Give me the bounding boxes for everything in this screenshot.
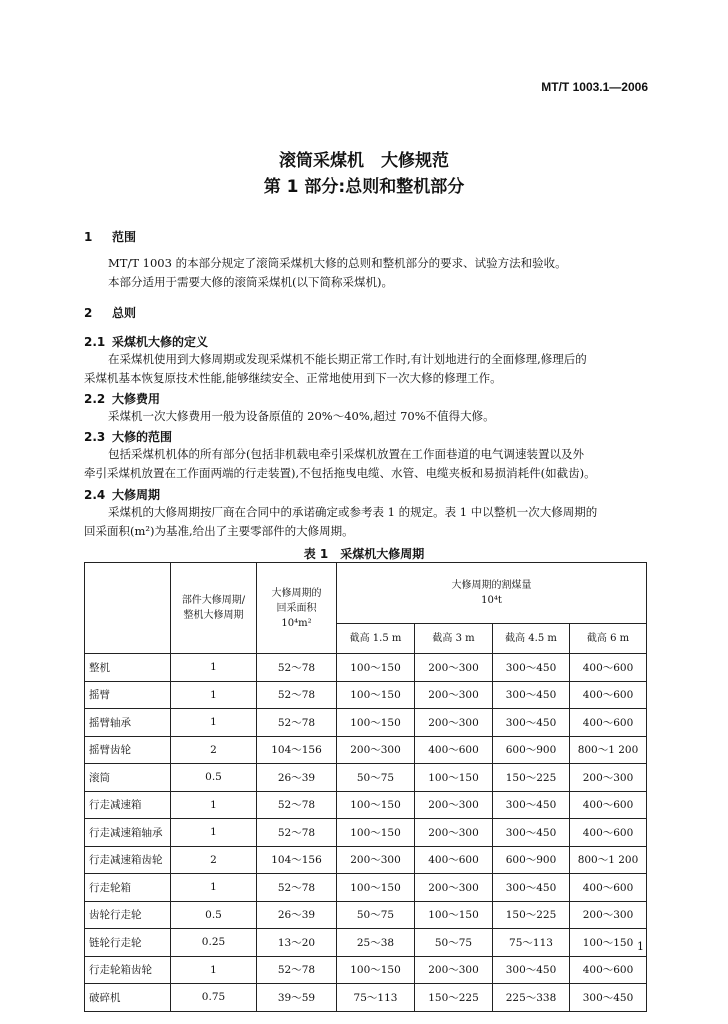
value-cell: 400～600 [570, 874, 647, 902]
value-cell: 1 [171, 874, 257, 902]
value-cell: 39～59 [257, 984, 337, 1012]
table-body [85, 654, 647, 1012]
value-cell: 50～75 [337, 764, 415, 792]
section-2-2-heading [84, 390, 160, 407]
section-title: 大修的范围 [112, 430, 173, 444]
value-cell: 52～78 [257, 791, 337, 819]
part-name-cell: 摇臂 [85, 681, 171, 709]
table-row [85, 819, 647, 847]
value-cell: 52～78 [257, 654, 337, 682]
value-cell: 800～1 200 [570, 846, 647, 874]
header-blank-cell [85, 563, 171, 654]
table-row [85, 709, 647, 737]
paragraph: MT/T 1003 的本部分规定了滚筒采煤机大修的总则和整机部分的要求、试验方法和验收。 [108, 256, 567, 270]
header-part-cycle-ratio [171, 563, 257, 654]
value-cell: 200～300 [337, 736, 415, 764]
table-row [85, 901, 647, 929]
table-row [85, 654, 647, 682]
paragraph: 采煤机一次大修费用一般为设备原值的 20%～40%,超过 70%不值得大修。 [108, 409, 495, 423]
value-cell: 300～450 [493, 681, 570, 709]
value-cell: 1 [171, 956, 257, 984]
value-cell: 13～20 [257, 929, 337, 957]
value-cell: 0.25 [171, 929, 257, 957]
value-cell: 200～300 [415, 654, 493, 682]
value-cell: 100～150 [337, 956, 415, 984]
value-cell: 100～150 [337, 681, 415, 709]
value-cell: 400～600 [570, 681, 647, 709]
header-text: 大修周期的割煤量 [451, 580, 532, 591]
value-cell: 800～1 200 [570, 736, 647, 764]
value-cell: 52～78 [257, 709, 337, 737]
value-cell: 200～300 [415, 874, 493, 902]
value-cell: 400～600 [570, 956, 647, 984]
paragraph: 在采煤机使用到大修周期或发现采煤机不能长期正常工作时,有计划地进行的全面修理,修理后的 [108, 352, 587, 366]
header-height-6m: 截高 6 m [570, 624, 647, 654]
value-cell: 100～150 [337, 791, 415, 819]
value-cell: 0.5 [171, 764, 257, 792]
value-cell: 1 [171, 791, 257, 819]
page-number: 1 [637, 940, 644, 953]
header-coal-quantity [337, 563, 647, 624]
value-cell: 300～450 [493, 819, 570, 847]
section-number: 2 [84, 306, 93, 320]
section-2-heading [84, 304, 136, 321]
value-cell: 0.75 [171, 984, 257, 1012]
value-cell: 400～600 [570, 791, 647, 819]
value-cell: 25～38 [337, 929, 415, 957]
value-cell: 225～338 [493, 984, 570, 1012]
value-cell: 100～150 [337, 654, 415, 682]
value-cell: 26～39 [257, 764, 337, 792]
value-cell: 400～600 [570, 819, 647, 847]
value-cell: 300～450 [493, 874, 570, 902]
table-caption: 表 1 采煤机大修周期 [303, 547, 425, 561]
section-title: 大修周期 [112, 488, 161, 502]
part-name-cell: 滚筒 [85, 764, 171, 792]
value-cell: 52～78 [257, 681, 337, 709]
standard-number: MT/T 1003.1—2006 [541, 80, 648, 94]
value-cell: 104～156 [257, 736, 337, 764]
value-cell: 150～225 [493, 764, 570, 792]
paragraph: 包括采煤机机体的所有部分(包括非机载电牵引采煤机放置在工作面巷道的电气调速装置以及外 [108, 447, 584, 461]
section-number: 2.3 [84, 430, 106, 444]
section-2-3-heading [84, 428, 172, 445]
value-cell: 300～450 [493, 654, 570, 682]
paragraph-continued: 采煤机基本恢复原技术性能,能够继续安全、正常地使用到下一次大修的修理工作。 [84, 371, 502, 385]
table-row [85, 764, 647, 792]
value-cell: 200～300 [337, 846, 415, 874]
part-name-cell: 摇臂轴承 [85, 709, 171, 737]
value-cell: 400～600 [415, 846, 493, 874]
value-cell: 600～900 [493, 736, 570, 764]
value-cell: 300～450 [493, 956, 570, 984]
value-cell: 75～113 [493, 929, 570, 957]
value-cell: 104～156 [257, 846, 337, 874]
document-title: 滚筒采煤机 大修规范 [279, 151, 449, 171]
value-cell: 100～150 [337, 819, 415, 847]
section-1-heading [84, 228, 136, 245]
section-2-1-heading [84, 333, 208, 350]
value-cell: 50～75 [415, 929, 493, 957]
value-cell: 100～150 [415, 901, 493, 929]
value-cell: 150～225 [493, 901, 570, 929]
value-cell: 600～900 [493, 846, 570, 874]
value-cell: 100～150 [415, 764, 493, 792]
value-cell: 200～300 [415, 709, 493, 737]
value-cell: 75～113 [337, 984, 415, 1012]
value-cell: 1 [171, 681, 257, 709]
header-text: 部件大修周期/ [181, 595, 246, 606]
value-cell: 100～150 [570, 929, 647, 957]
value-cell: 52～78 [257, 819, 337, 847]
value-cell: 2 [171, 846, 257, 874]
section-number: 2.2 [84, 392, 106, 406]
part-name-cell: 行走减速箱轴承 [85, 819, 171, 847]
section-title: 总则 [112, 306, 137, 320]
value-cell: 200～300 [415, 791, 493, 819]
value-cell: 0.5 [171, 901, 257, 929]
value-cell: 400～600 [570, 654, 647, 682]
section-number: 2.4 [84, 488, 106, 502]
table-row [85, 874, 647, 902]
section-title: 大修费用 [112, 392, 161, 406]
header-height-4-5m: 截高 4.5 m [493, 624, 570, 654]
section-number: 2.1 [84, 335, 106, 349]
value-cell: 200～300 [415, 681, 493, 709]
section-title: 采煤机大修的定义 [112, 335, 209, 349]
value-cell: 300～450 [493, 791, 570, 819]
part-name-cell: 行走轮箱 [85, 874, 171, 902]
table-row [85, 736, 647, 764]
part-name-cell: 链轮行走轮 [85, 929, 171, 957]
value-cell: 52～78 [257, 874, 337, 902]
header-height-3m: 截高 3 m [415, 624, 493, 654]
value-cell: 100～150 [337, 709, 415, 737]
part-name-cell: 整机 [85, 654, 171, 682]
value-cell: 100～150 [337, 874, 415, 902]
value-cell: 400～600 [415, 736, 493, 764]
value-cell: 300～450 [570, 984, 647, 1012]
part-name-cell: 行走轮箱齿轮 [85, 956, 171, 984]
section-number: 1 [84, 230, 93, 244]
paragraph-continued: 牵引采煤机放置在工作面两端的行走装置),不包括拖曳电缆、水管、电缆夹板和易损消耗件(如截齿)。 [84, 466, 596, 480]
part-name-cell: 行走减速箱齿轮 [85, 846, 171, 874]
value-cell: 2 [171, 736, 257, 764]
value-cell: 300～450 [493, 709, 570, 737]
table-row [85, 791, 647, 819]
header-height-1-5m: 截高 1.5 m [337, 624, 415, 654]
value-cell: 50～75 [337, 901, 415, 929]
value-cell: 1 [171, 654, 257, 682]
paragraph: 采煤机的大修周期按厂商在合同中的承诺确定或参考表 1 的规定。表 1 中以整机一次大修周期的 [108, 505, 598, 519]
document-subtitle: 第 1 部分:总则和整机部分 [263, 177, 465, 197]
paragraph-continued: 回采面积(m²)为基准,给出了主要零部件的大修周期。 [84, 524, 354, 538]
value-cell: 200～300 [570, 901, 647, 929]
part-name-cell: 摇臂齿轮 [85, 736, 171, 764]
value-cell: 400～600 [570, 709, 647, 737]
value-cell: 200～300 [415, 819, 493, 847]
paragraph: 本部分适用于需要大修的滚筒采煤机(以下简称采煤机)。 [108, 275, 393, 289]
overhaul-cycle-table [84, 562, 647, 1012]
value-cell: 26～39 [257, 901, 337, 929]
header-unit: 10⁴m² [281, 617, 312, 629]
header-text: 大修周期的 [271, 587, 322, 599]
part-name-cell: 齿轮行走轮 [85, 901, 171, 929]
table-row [85, 929, 647, 957]
value-cell: 200～300 [570, 764, 647, 792]
header-area [257, 563, 337, 654]
header-unit: 10⁴t [481, 595, 502, 606]
section-title: 范围 [112, 230, 137, 244]
table-row [85, 681, 647, 709]
value-cell: 150～225 [415, 984, 493, 1012]
value-cell: 200～300 [415, 956, 493, 984]
value-cell: 52～78 [257, 956, 337, 984]
table-row [85, 984, 647, 1012]
part-name-cell: 破碎机 [85, 984, 171, 1012]
header-text: 回采面积 [276, 602, 317, 614]
value-cell: 1 [171, 819, 257, 847]
section-2-4-heading [84, 486, 160, 503]
part-name-cell: 行走减速箱 [85, 791, 171, 819]
value-cell: 1 [171, 709, 257, 737]
table-row [85, 956, 647, 984]
table-row [85, 846, 647, 874]
header-text: 整机大修周期 [183, 610, 244, 621]
